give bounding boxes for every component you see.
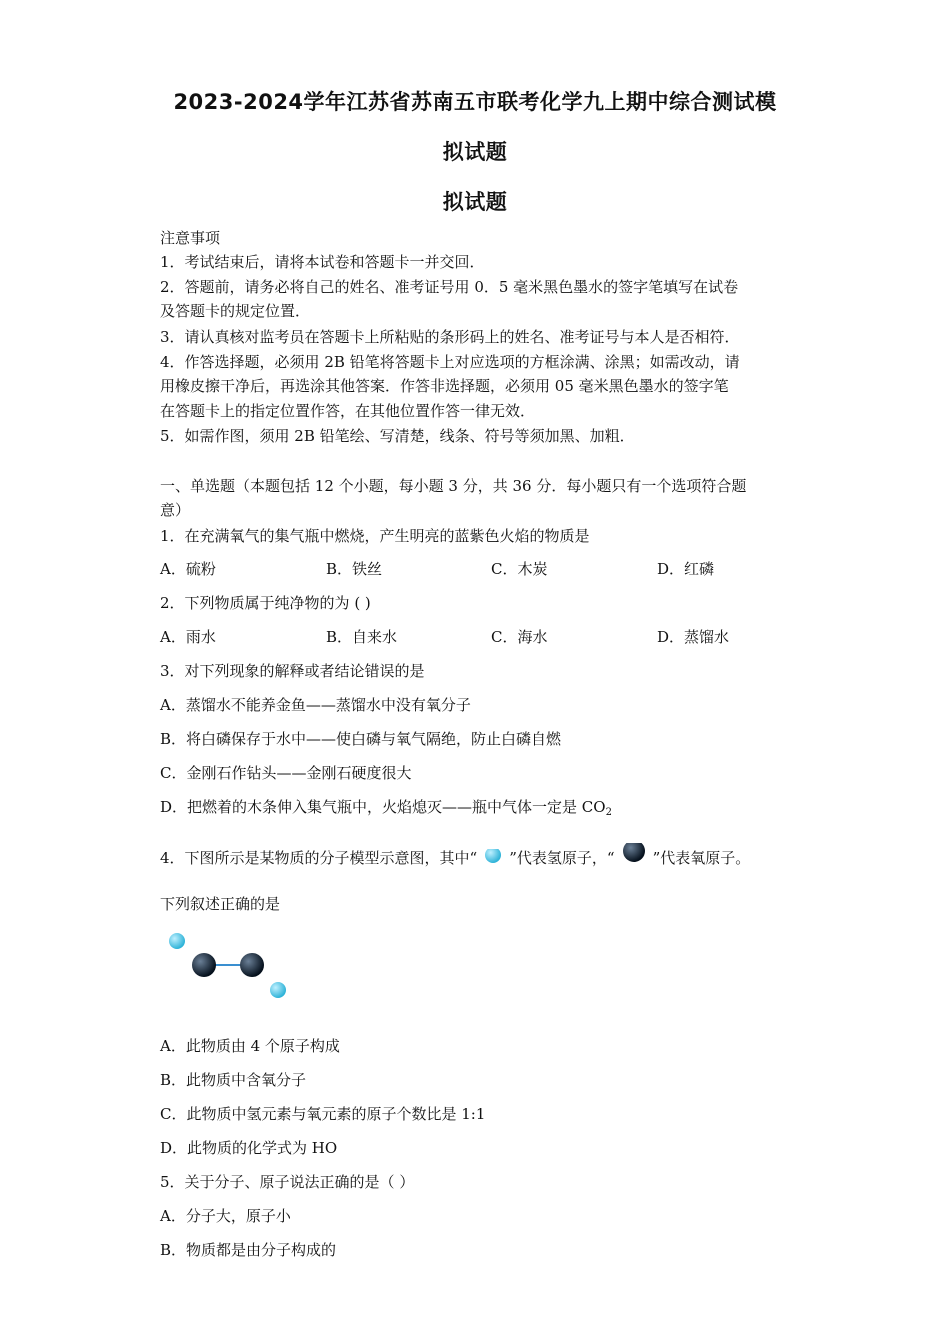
q3-stem: 3．对下列现象的解释或者结论错误的是 [160, 662, 425, 680]
q2-stem: 2．下列物质属于纯净物的为 ( ) [160, 594, 371, 612]
notice-heading: 注意事项 [160, 229, 221, 247]
q4-option-c: C．此物质中氢元素与氧元素的原子个数比是 1:1 [160, 1105, 486, 1123]
q4-stem [160, 843, 800, 869]
notice-item: 4．作答选择题，必须用 2B 铅笔将答题卡上对应选项的方框涂满、涂黑；如需改动，请 [160, 353, 740, 371]
q3-option-d-subscript: 2 [605, 807, 612, 818]
q1-options [160, 559, 800, 579]
q1-option-d: D．红磷 [657, 560, 715, 578]
q3-option-c: C．金刚石作钻头——金刚石硬度很大 [160, 764, 412, 782]
hydrogen-atom-2 [270, 982, 286, 998]
notice-item: 在答题卡上的指定位置作答，在其他位置作答一律无效． [160, 402, 536, 420]
q5-option-a: A．分子大，原子小 [160, 1207, 291, 1225]
exam-title-line3: 拟试题 [442, 190, 508, 214]
q4-stem-line2: 下列叙述正确的是 [160, 895, 281, 913]
q5-option-b: B．物质都是由分子构成的 [160, 1241, 337, 1259]
q3-option-a: A．蒸馏水不能养金鱼——蒸馏水中没有氧分子 [160, 696, 471, 714]
exam-title: 2023-2024学年江苏省苏南五市联考化学九上期中综合测试模 [173, 90, 777, 114]
notice-item: 3．请认真核对监考员在答题卡上所粘贴的条形码上的姓名、准考证号与本人是否相符． [160, 328, 740, 346]
q1-option-a: A．硫粉 [160, 560, 216, 578]
q1-option-c: C．木炭 [491, 560, 548, 578]
exam-title-line2: 拟试题 [442, 140, 508, 164]
q2-option-a: A．雨水 [160, 628, 216, 646]
q4-option-a: A．此物质由 4 个原子构成 [160, 1037, 340, 1055]
q2-option-c: C．海水 [491, 628, 548, 646]
q2-options [160, 627, 800, 647]
q1-option-b: B．铁丝 [326, 560, 383, 578]
oxygen-atom-icon [621, 843, 647, 869]
q4-stem-part2: ”代表氢原子，“ [509, 849, 615, 867]
q1-stem: 1．在充满氧气的集气瓶中燃烧，产生明亮的蓝紫色火焰的物质是 [160, 527, 590, 545]
section-heading-cont: 意） [160, 501, 191, 519]
q3-option-d [160, 797, 800, 823]
notice-item: 5．如需作图，须用 2B 铅笔绘、写清楚，线条、符号等须加黑、加粗． [160, 427, 635, 445]
hydrogen-atom-icon [483, 849, 503, 869]
q3-option-b: B．将白磷保存于水中——使白磷与氧气隔绝，防止白磷自燃 [160, 730, 562, 748]
q4-option-b: B．此物质中含氧分子 [160, 1071, 307, 1089]
q5-stem: 5．关于分子、原子说法正确的是（ ） [160, 1173, 415, 1191]
q3-option-d-text: D．把燃着的木条伸入集气瓶中，火焰熄灭——瓶中气体一定是 CO [160, 798, 606, 816]
notice-item: 2．答题前，请务必将自己的姓名、准考证号用 0．5 毫米黑色墨水的签字笔填写在试卷 [160, 278, 739, 296]
section-heading: 一、单选题（本题包括 12 个小题，每小题 3 分，共 36 分．每小题只有一个选项符合题 [160, 477, 747, 495]
q2-option-d: D．蒸馏水 [657, 628, 730, 646]
oxygen-atom-2 [240, 953, 264, 977]
notice-item: 用橡皮擦干净后，再选涂其他答案．作答非选择题，必须用 05 毫米黑色墨水的签字笔 [160, 377, 729, 395]
q4-stem-part1: 4．下图所示是某物质的分子模型示意图，其中“ [160, 849, 478, 867]
notice-item: 1．考试结束后，请将本试卷和答题卡一并交回． [160, 253, 485, 271]
q2-option-b: B．自来水 [326, 628, 398, 646]
hydrogen-atom-1 [169, 933, 185, 949]
molecule-model-diagram [160, 926, 310, 1006]
notice-item: 及答题卡的规定位置． [160, 302, 311, 320]
q4-stem-part3: ”代表氧原子。 [652, 849, 751, 867]
oxygen-atom-1 [192, 953, 216, 977]
q4-option-d: D．此物质的化学式为 HO [160, 1139, 338, 1157]
